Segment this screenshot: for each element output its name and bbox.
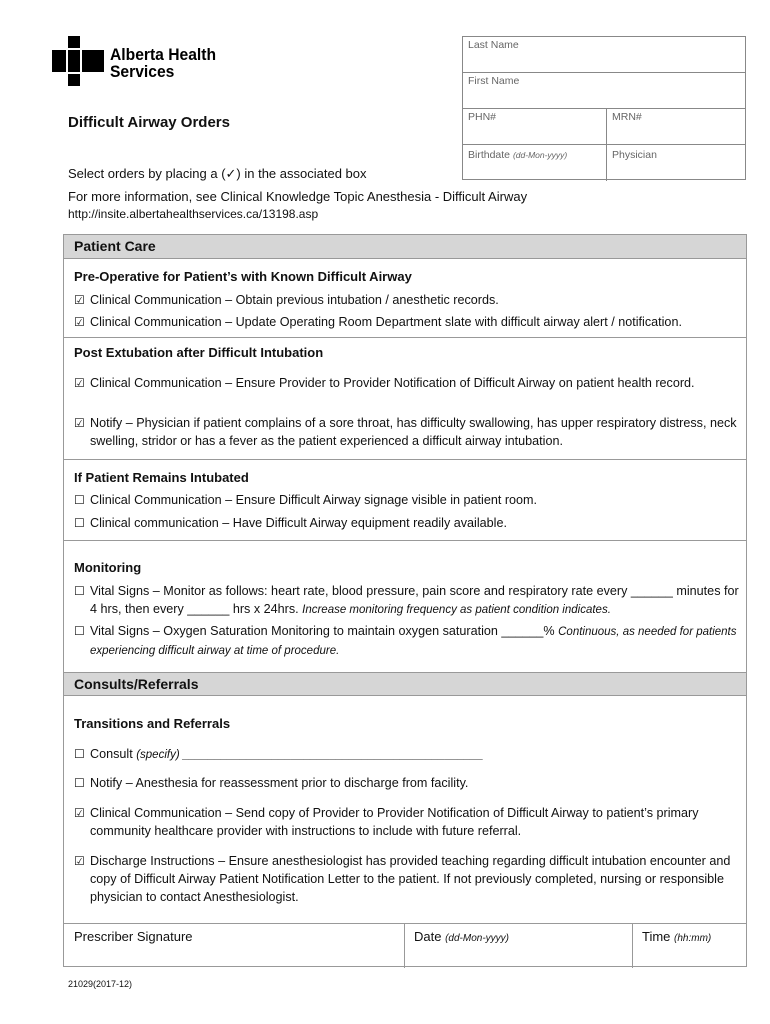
checkbox-checked-icon[interactable]: ☑	[74, 376, 85, 390]
time-format: (hh:mm)	[674, 933, 712, 944]
order-item	[74, 852, 740, 906]
date-format: (dd-Mon-yyyy)	[445, 933, 509, 944]
subheading-monitoring: Monitoring	[74, 560, 142, 575]
order-item	[74, 622, 740, 660]
order-item	[74, 804, 740, 840]
prescriber-signature-field[interactable]: Prescriber Signature	[74, 929, 193, 944]
subheading-transitions: Transitions and Referrals	[74, 716, 231, 731]
first-name-field[interactable]: First Name	[468, 75, 520, 87]
order-note: (specify) _______________________________________________	[136, 749, 484, 761]
order-text: Notify – Physician if patient complains of a sore throat, has difficulty swallowing, has upper respiratory distress, neck swelling, stridor or has a fever as the patient experienced a difficult airway intubation.	[90, 416, 737, 448]
checkbox-empty-icon[interactable]: ☐	[74, 776, 85, 790]
order-note: Increase monitoring frequency as patient condition indicates.	[302, 604, 611, 616]
order-item	[74, 774, 740, 792]
order-item	[74, 582, 740, 619]
checkbox-checked-icon[interactable]: ☑	[74, 416, 85, 430]
order-text: Clinical Communication – Send copy of Provider to Provider Notification of Difficult Airway to patient’s primary community healthcare provider with instructions to include with future referral.	[90, 806, 699, 838]
checkbox-empty-icon[interactable]: ☐	[74, 584, 85, 598]
order-item	[74, 414, 740, 450]
subheading-post-extubation: Post Extubation after Difficult Intubation	[74, 345, 324, 360]
order-text: Consult	[90, 747, 133, 761]
order-text: Clinical Communication – Update Operating Room Department slate with difficult airway alert / notification.	[90, 315, 682, 329]
date-field[interactable]	[404, 924, 632, 968]
order-item	[74, 313, 740, 331]
order-text: Notify – Anesthesia for reassessment prior to discharge from facility.	[90, 776, 469, 790]
order-text: Clinical communication – Have Difficult Airway equipment readily available.	[90, 516, 507, 530]
subheading-preop: Pre-Operative for Patient’s with Known Difficult Airway	[74, 269, 412, 284]
order-text: Vital Signs – Oxygen Saturation Monitoring to maintain oxygen saturation ______%	[90, 624, 555, 638]
time-label: Time	[642, 929, 671, 944]
time-field[interactable]	[632, 924, 746, 968]
orders-table	[63, 234, 747, 967]
last-name-field[interactable]: Last Name	[468, 39, 519, 51]
phn-field[interactable]: PHN#	[468, 111, 497, 123]
order-text: Clinical Communication – Ensure Difficult Airway signage visible in patient room.	[90, 493, 538, 507]
birthdate-format: (dd-Mon-yyyy)	[512, 150, 568, 160]
order-text: Discharge Instructions – Ensure anesthesiologist has provided teaching regarding difficult intubation encounter and copy of Difficult Airway Patient Notification Letter to the patient. If not previously completed, nursing or responsible physician to contact Anesthesiologist.	[90, 854, 731, 904]
order-item	[74, 374, 740, 392]
checkbox-checked-icon[interactable]: ☑	[74, 293, 85, 307]
order-item	[74, 491, 740, 509]
patient-id-box	[462, 36, 746, 180]
org-name	[110, 46, 216, 80]
info-link[interactable]: http://insite.albertahealthservices.ca/13198.asp	[68, 207, 319, 221]
order-item	[74, 514, 740, 532]
org-line-2: Services	[110, 62, 175, 81]
section-header-patient-care: Patient Care	[64, 235, 746, 259]
mrn-field[interactable]: MRN#	[612, 111, 642, 123]
order-item	[74, 291, 740, 309]
checkbox-empty-icon[interactable]: ☐	[74, 747, 85, 761]
checkbox-empty-icon[interactable]: ☐	[74, 624, 85, 638]
more-info-line: For more information, see Clinical Knowledge Topic Anesthesia - Difficult Airway	[68, 189, 528, 204]
instructions-line: Select orders by placing a (✓) in the associated box	[68, 166, 367, 181]
order-text: Clinical Communication – Ensure Provider to Provider Notification of Difficult Airway on patient health record.	[90, 376, 695, 390]
checkbox-empty-icon[interactable]: ☐	[74, 516, 85, 530]
checkbox-checked-icon[interactable]: ☑	[74, 806, 85, 820]
form-title: Difficult Airway Orders	[68, 114, 230, 131]
birthdate-label: Birthdate	[468, 149, 511, 161]
date-label: Date	[414, 929, 442, 944]
signature-row	[64, 923, 746, 968]
order-note: Continuous, as needed for patients experiencing difficult airway at time of procedure.	[90, 626, 737, 657]
checkbox-empty-icon[interactable]: ☐	[74, 493, 85, 507]
order-item	[74, 745, 740, 764]
checkbox-checked-icon[interactable]: ☑	[74, 315, 85, 329]
section-header-consults: Consults/Referrals	[64, 672, 746, 696]
order-text: Vital Signs – Monitor as follows: heart rate, blood pressure, pain score and respiratory rate every ______ minutes for 4 hrs, then every ______ hrs x 24hrs.	[90, 584, 739, 616]
order-text: Clinical Communication – Obtain previous intubation / anesthetic records.	[90, 293, 499, 307]
subheading-intubated: If Patient Remains Intubated	[74, 470, 249, 485]
org-line-1: Alberta Health	[110, 45, 217, 64]
physician-field[interactable]: Physician	[612, 149, 657, 161]
checkbox-checked-icon[interactable]: ☑	[74, 854, 85, 868]
birthdate-field[interactable]	[463, 147, 572, 163]
form-code: 21029(2017-12)	[68, 979, 133, 989]
